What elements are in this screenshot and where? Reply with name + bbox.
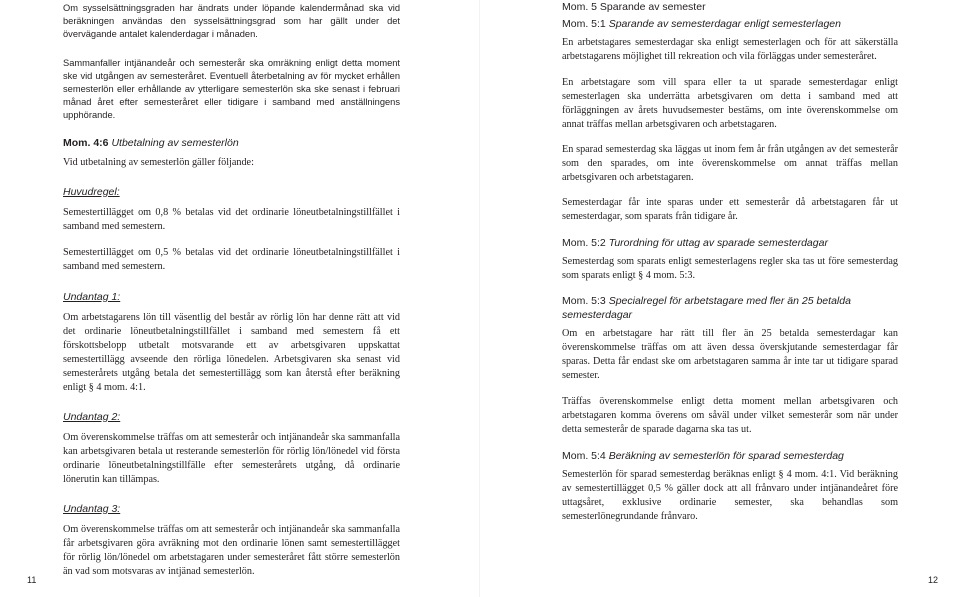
subheading-mom-number: Mom. 5:3 bbox=[562, 295, 606, 307]
employment-rate-paragraph: Om sysselsättningsgraden har ändrats under löpande kalendermånad ska vid beräkningen användas den sysselsättningsgrad som har gällt under det övervägande antalet kalenderdagar i månaden. bbox=[63, 3, 400, 40]
rule-2-paragraph: Semestertillägget om 0,5 % betalas vid det ordinarie löneutbetalningstillfället i samband med semestern. bbox=[63, 246, 400, 272]
exception-2-paragraph: Om överenskommelse träffas om att semesterår och intjänandeår ska sammanfalla kan arbetsgivaren betala ut resterande semesterlön för rörlig lön/lönedel vid första ordinarie löneutbetalningstillfälle efter semesterårets utgång, då ordinarie lönerutin kan tillämpas. bbox=[63, 431, 400, 485]
heading-mom-number: Mom. 4:6 bbox=[63, 136, 109, 149]
page-number-left: 11 bbox=[27, 575, 37, 585]
subheading-mom-5-3 bbox=[562, 294, 898, 322]
subheading-mom-5-4 bbox=[562, 449, 898, 463]
left-column bbox=[63, 0, 400, 579]
s3-paragraph-2: Träffas överenskommelse enligt detta moment mellan arbetsgivaren och arbetstagaren komma överens om såväl under vilket semesterår som när under detta semesterår de sparade dagarna ska tas ut. bbox=[562, 396, 898, 435]
recalculation-paragraph: Sammanfaller intjänandeår och semesterår ska omräkning enligt detta moment ske vid utgången av semesteråret. Eventuell återbetalning av för mycket erhållen semesterlön eller erhållande av ytterligare semesterlön ska ske senast i februari månad året efter semesteråret eller tidigare i samband med anställningens upphörande. bbox=[63, 57, 400, 121]
main-rule-label: Huvudregel: bbox=[63, 185, 120, 198]
right-column bbox=[562, 0, 898, 524]
subheading-title: Sparande av semesterdagar enligt semesterlagen bbox=[608, 18, 841, 30]
heading-title: Utbetalning av semesterlön bbox=[111, 136, 239, 149]
subheading-mom-number: Mom. 5:1 bbox=[562, 18, 606, 30]
subheading-title: Beräkning av semesterlön för sparad semesterdag bbox=[608, 450, 844, 462]
subheading-mom-5-1 bbox=[562, 17, 898, 31]
exception-3-paragraph: Om överenskommelse träffas om att semesterår och intjänandeår ska sammanfalla får arbetsgivaren göra avräkning mot den ordinarie lönen samt semestertillägget för rörlig lön/lönedel om arbetstagaren under semesteråret fått större semesterlön än vad som motsvaras av intjänad semesterlön. bbox=[63, 523, 400, 577]
exception-2-label: Undantag 2: bbox=[63, 410, 121, 423]
subheading-title: Specialregel för arbetstagare med fler än 25 betalda semesterdagar bbox=[562, 295, 851, 321]
page-number-right: 12 bbox=[928, 575, 939, 585]
s4-paragraph-1: Semesterlön för sparad semesterdag beräknas enligt § 4 mom. 4:1. Vid beräkning av semestertillägget 0,5 % gäller dock att all frånvaro under intjänandeåret före uttagsåret, exklusive ordinarie semester, ska behandlas som semesterlönegrundande frånvaro. bbox=[562, 469, 898, 522]
section-heading-mom-5 bbox=[562, 0, 898, 14]
intro-paragraph: Vid utbetalning av semesterlön gäller följande: bbox=[63, 156, 254, 168]
section-heading-text: Mom. 5 Sparande av semester bbox=[562, 1, 706, 13]
subheading-title: Turordning för uttag av sparade semesterdagar bbox=[608, 237, 828, 249]
exception-1-label: Undantag 1: bbox=[63, 290, 121, 303]
s2-paragraph-1: Semesterdag som sparats enligt semesterlagens regler ska tas ut före semesterdag som sparats enligt § 4 mom. 5:3. bbox=[562, 256, 898, 281]
subheading-mom-5-2 bbox=[562, 236, 898, 250]
rule-1-paragraph: Semestertillägget om 0,8 % betalas vid det ordinarie löneutbetalningstillfället i samband med semestern. bbox=[63, 206, 400, 232]
exception-3-label: Undantag 3: bbox=[63, 502, 121, 515]
s1-paragraph-2: En arbetstagare som vill spara eller ta ut sparade semesterdagar enligt semesterlagen ska underrätta arbetsgivaren om detta i samband med att förläggningen av årets huvudsemester bestäms, om inte överenskommelse om annat träffas mellan arbetsgivaren och arbetstagaren. bbox=[562, 77, 898, 130]
subheading-mom-number: Mom. 5:2 bbox=[562, 237, 606, 249]
s3-paragraph-1: Om en arbetstagare har rätt till fler än 25 betalda semesterdagar kan överenskommelse träffas om att även dessa överskjutande semesterdagar får sparas. Detta får endast ske om arbetstagaren samma år inte tar ut tidigare sparad semester. bbox=[562, 328, 898, 381]
exception-1-paragraph: Om arbetstagarens lön till väsentlig del består av rörlig lön har denne rätt att vid det ordinarie löneutbetalningstillfället i samband med semestern få ett förskottsbelopp utbetalt motsvarande ett av arbetsgivaren uppskattat semestertillägg avseende den rörliga lönedelen. Arbetsgivaren ska senast vid semesterårets utgång betala det semestertillägg som kan återstå efter beräkning enligt § 4 mom. 4:1. bbox=[63, 311, 400, 393]
s1-paragraph-3: En sparad semesterdag ska läggas ut inom fem år från utgången av det semesterår som den sparades, om inte överenskommelse om annat träffas mellan arbetsgivaren och arbetstagaren. bbox=[562, 144, 898, 183]
right-page bbox=[480, 0, 960, 597]
subheading-mom-number: Mom. 5:4 bbox=[562, 450, 606, 462]
s1-paragraph-1: En arbetstagares semesterdagar ska enligt semesterlagen och för att säkerställa arbetstagarens möjlighet till rekreation och vila förläggas under semesteråret. bbox=[562, 37, 898, 62]
s1-paragraph-4: Semesterdagar får inte sparas under ett semesterår då arbetstagaren får ut semesterdagar, som sparats från tidigare år. bbox=[562, 197, 898, 222]
section-heading-mom-4-6 bbox=[63, 136, 400, 150]
